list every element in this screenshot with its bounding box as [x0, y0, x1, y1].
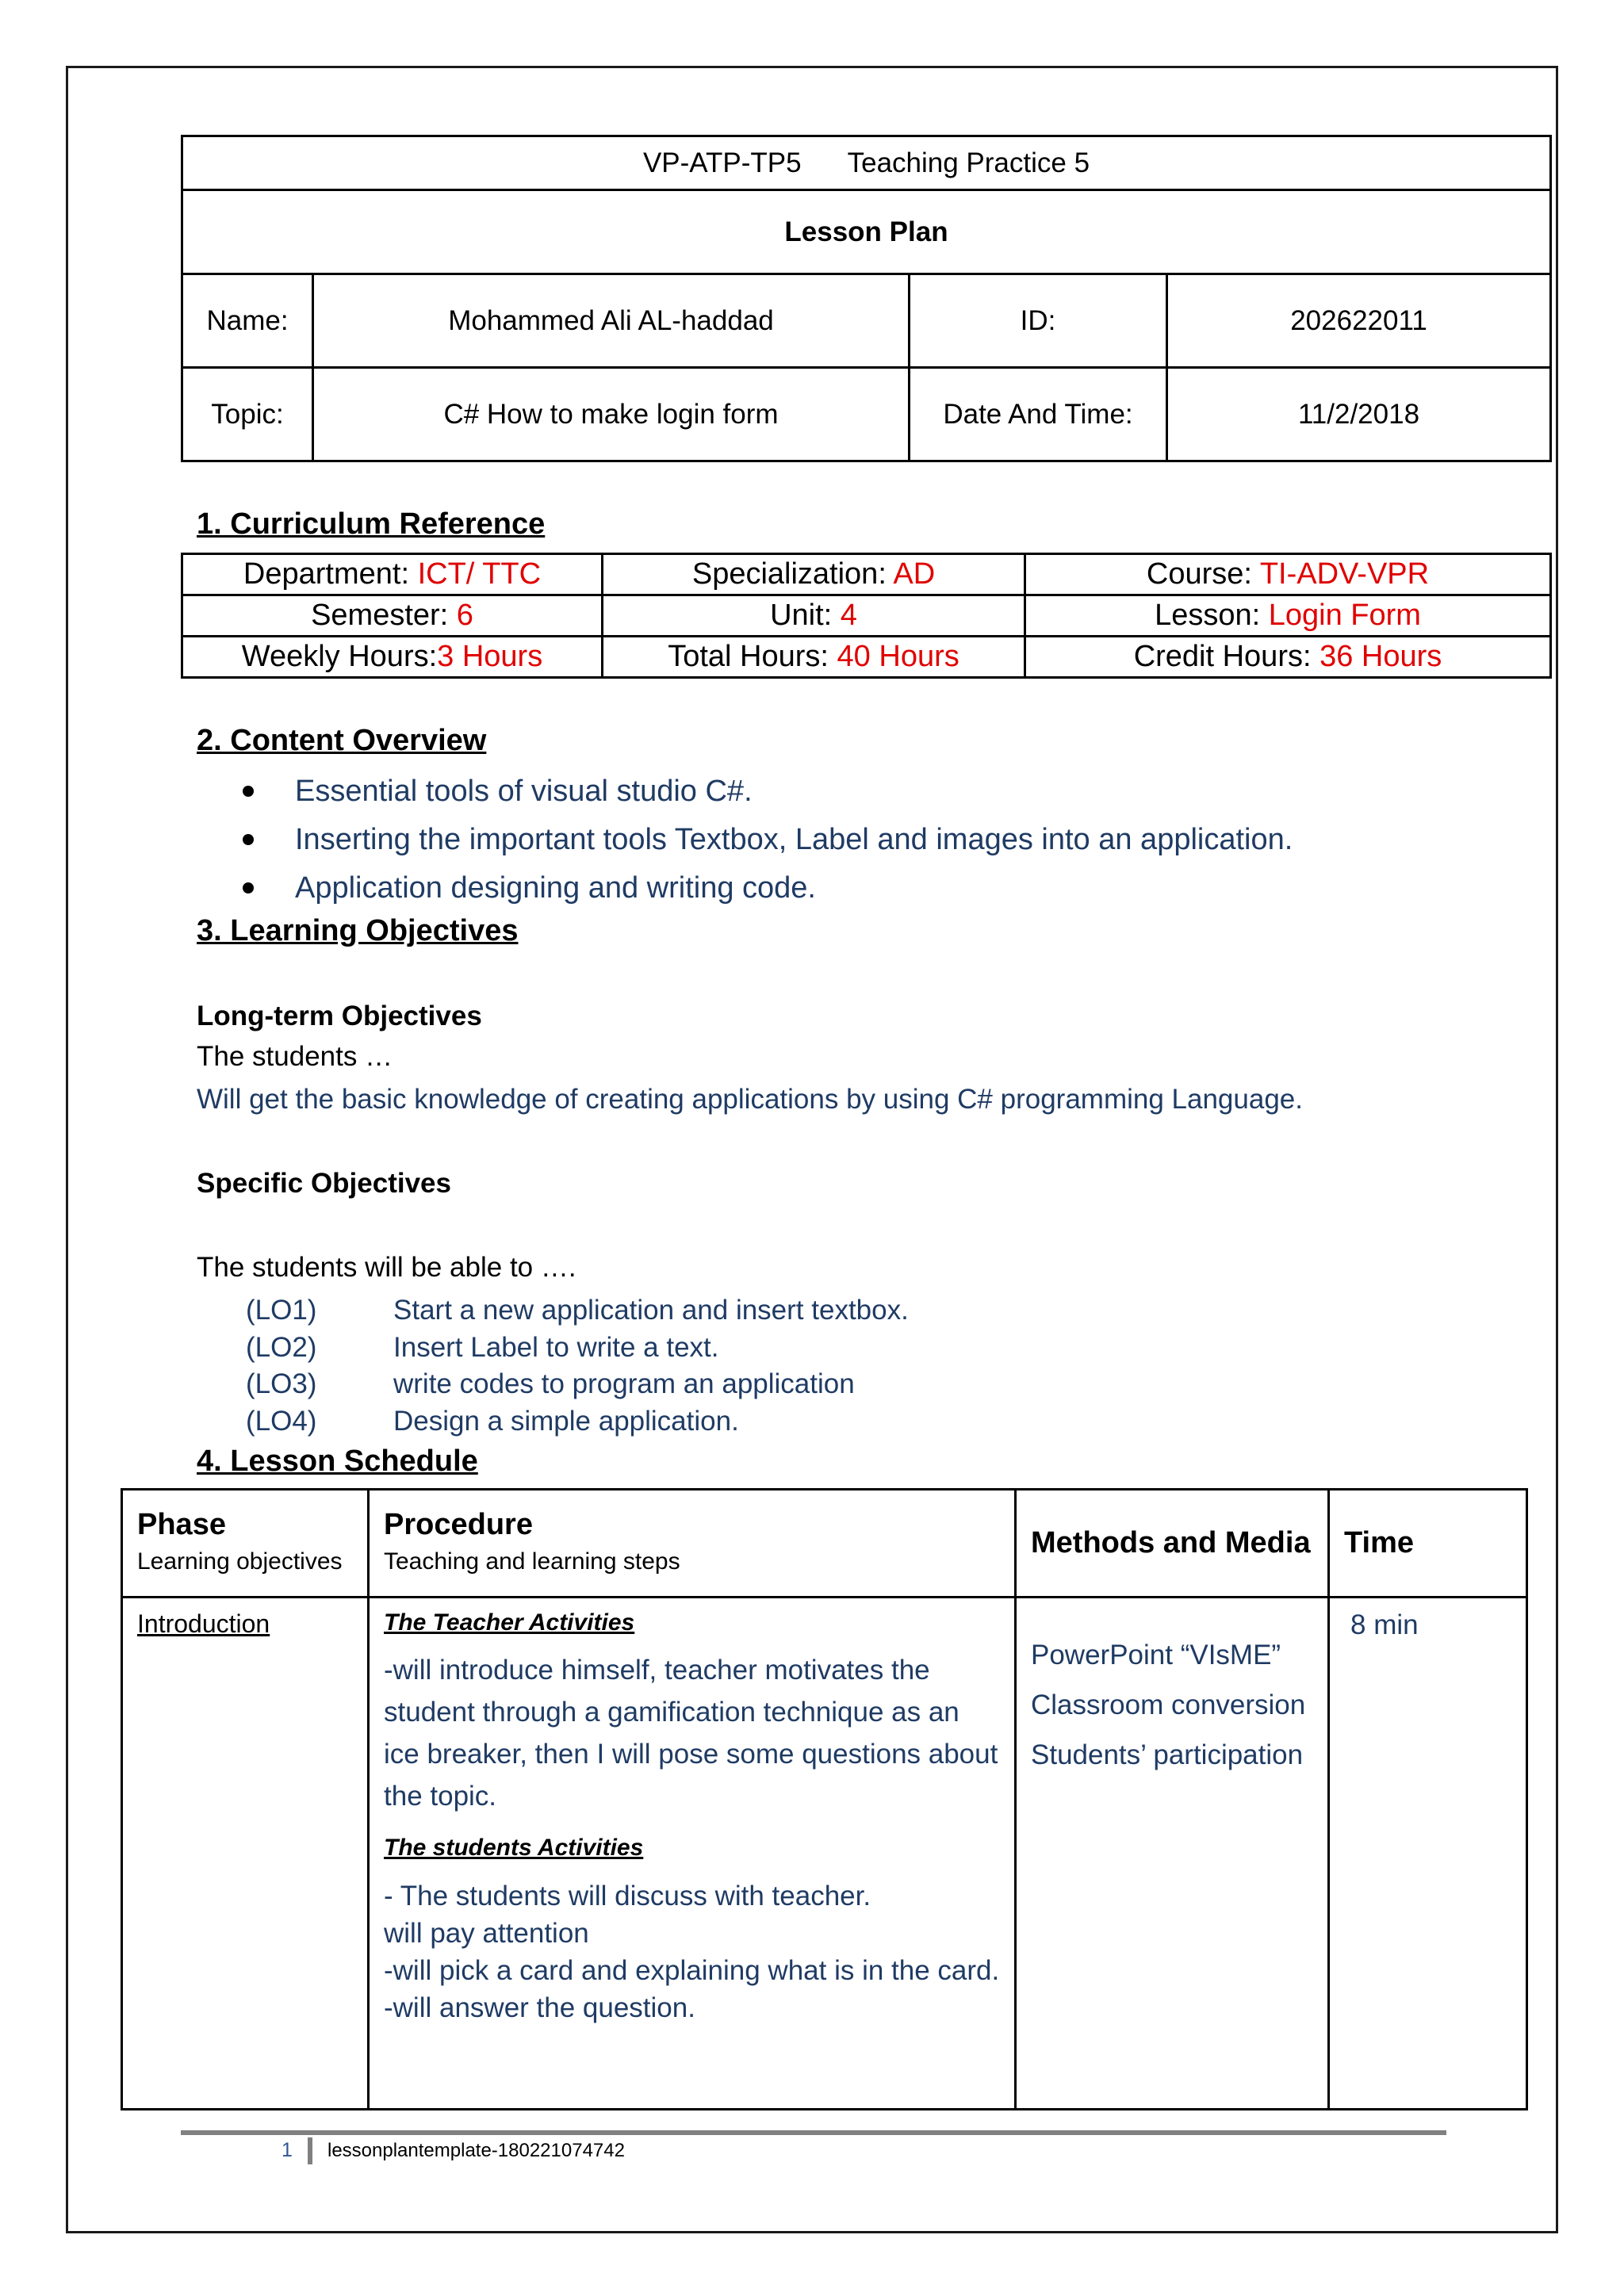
id-label: ID: [910, 274, 1167, 368]
time-cell: 8 min [1329, 1598, 1527, 2110]
long-term-title: Long-term Objectives [197, 1001, 482, 1031]
objective-item: (LO1) Start a new application and insert textbox. [246, 1295, 909, 1326]
header-code-cell [182, 136, 1551, 190]
teacher-activities-text: -will introduce himself, teacher motivates the student through a gamification technique as an ice breaker, then I will pose some questions about the topic. [384, 1655, 998, 1812]
bullet-icon [243, 882, 254, 894]
content-overview-title: 2. Content Overview [197, 724, 487, 757]
curriculum-title: 1. Curriculum Reference [197, 507, 546, 541]
list-item: - The students will discuss with teacher. [384, 1881, 871, 1911]
curriculum-cell: Total Hours: 40 Hours [603, 637, 1025, 678]
curriculum-cell: Course: TI-ADV-VPR [1025, 554, 1551, 595]
topic-label: Topic: [182, 368, 313, 461]
list-item: Application designing and writing code. [246, 867, 1293, 916]
page-title: Lesson Plan [182, 190, 1551, 274]
curriculum-cell: Semester: 6 [182, 595, 603, 637]
long-term-intro: The students … [197, 1041, 393, 1072]
objective-item: (LO2) Insert Label to write a text. [246, 1332, 719, 1363]
curriculum-cell: Unit: 4 [603, 595, 1025, 637]
objective-item: (LO3) write codes to program an application [246, 1368, 855, 1399]
procedure-header: Procedure Teaching and learning steps [369, 1490, 1016, 1598]
curriculum-cell: Lesson: Login Form [1025, 595, 1551, 637]
bullet-icon [243, 834, 254, 845]
list-item: will pay attention [384, 1918, 589, 1949]
footer-divider [181, 2130, 1446, 2135]
id-value: 202622011 [1167, 274, 1551, 368]
header-table [181, 135, 1552, 462]
footer-separator [308, 2137, 312, 2164]
time-header: Time [1329, 1490, 1527, 1598]
course-code: VP-ATP-TP5 [642, 147, 802, 178]
specific-objectives-intro: The students will be able to …. [197, 1252, 576, 1283]
list-item: Essential tools of visual studio C#. [246, 771, 1293, 819]
curriculum-cell: Specialization: AD [603, 554, 1025, 595]
bullet-icon [243, 786, 254, 797]
list-item: PowerPoint “VIsME” [1031, 1640, 1281, 1670]
schedule-table [121, 1488, 1528, 2110]
practice-label: Teaching Practice 5 [847, 147, 1090, 178]
name-label: Name: [182, 274, 313, 368]
students-activities-list [384, 1877, 1000, 2026]
curriculum-cell: Credit Hours: 36 Hours [1025, 637, 1551, 678]
long-term-text: Will get the basic knowledge of creating applications by using C# programming Language. [197, 1084, 1303, 1115]
curriculum-cell: Department: ICT/ TTC [182, 554, 603, 595]
list-item: Classroom conversion [1031, 1689, 1306, 1720]
teacher-activities-title: The Teacher Activities [384, 1609, 635, 1636]
page-number: 1 [282, 2139, 293, 2161]
learning-objectives-title: 3. Learning Objectives [197, 914, 519, 947]
procedure-cell [369, 1598, 1016, 2110]
lesson-schedule-title: 4. Lesson Schedule [197, 1445, 478, 1478]
list-item: Students’ participation [1031, 1739, 1304, 1770]
topic-value: C# How to make login form [313, 368, 910, 461]
list-item: -will pick a card and explaining what is in the card. [384, 1955, 1000, 1986]
date-value: 11/2/2018 [1167, 368, 1551, 461]
phase-header: Phase Learning objectives [122, 1490, 369, 1598]
list-item: Inserting the important tools Textbox, Label and images into an application. [246, 819, 1293, 867]
methods-header: Methods and Media [1016, 1490, 1329, 1598]
curriculum-table [181, 553, 1552, 679]
specific-objectives-title: Specific Objectives [197, 1168, 451, 1199]
phase-cell: Introduction [122, 1598, 369, 2110]
date-label: Date And Time: [910, 368, 1167, 461]
curriculum-cell: Weekly Hours:3 Hours [182, 637, 603, 678]
students-activities-title: The students Activities [384, 1835, 644, 1861]
list-item: -will answer the question. [384, 1992, 695, 2023]
content-overview-list [246, 771, 1293, 916]
methods-cell [1016, 1598, 1329, 2110]
name-value: Mohammed Ali AL-haddad [313, 274, 910, 368]
objective-item: (LO4) Design a simple application. [246, 1406, 739, 1437]
footer-filename: lessonplantemplate-180221074742 [327, 2140, 625, 2161]
